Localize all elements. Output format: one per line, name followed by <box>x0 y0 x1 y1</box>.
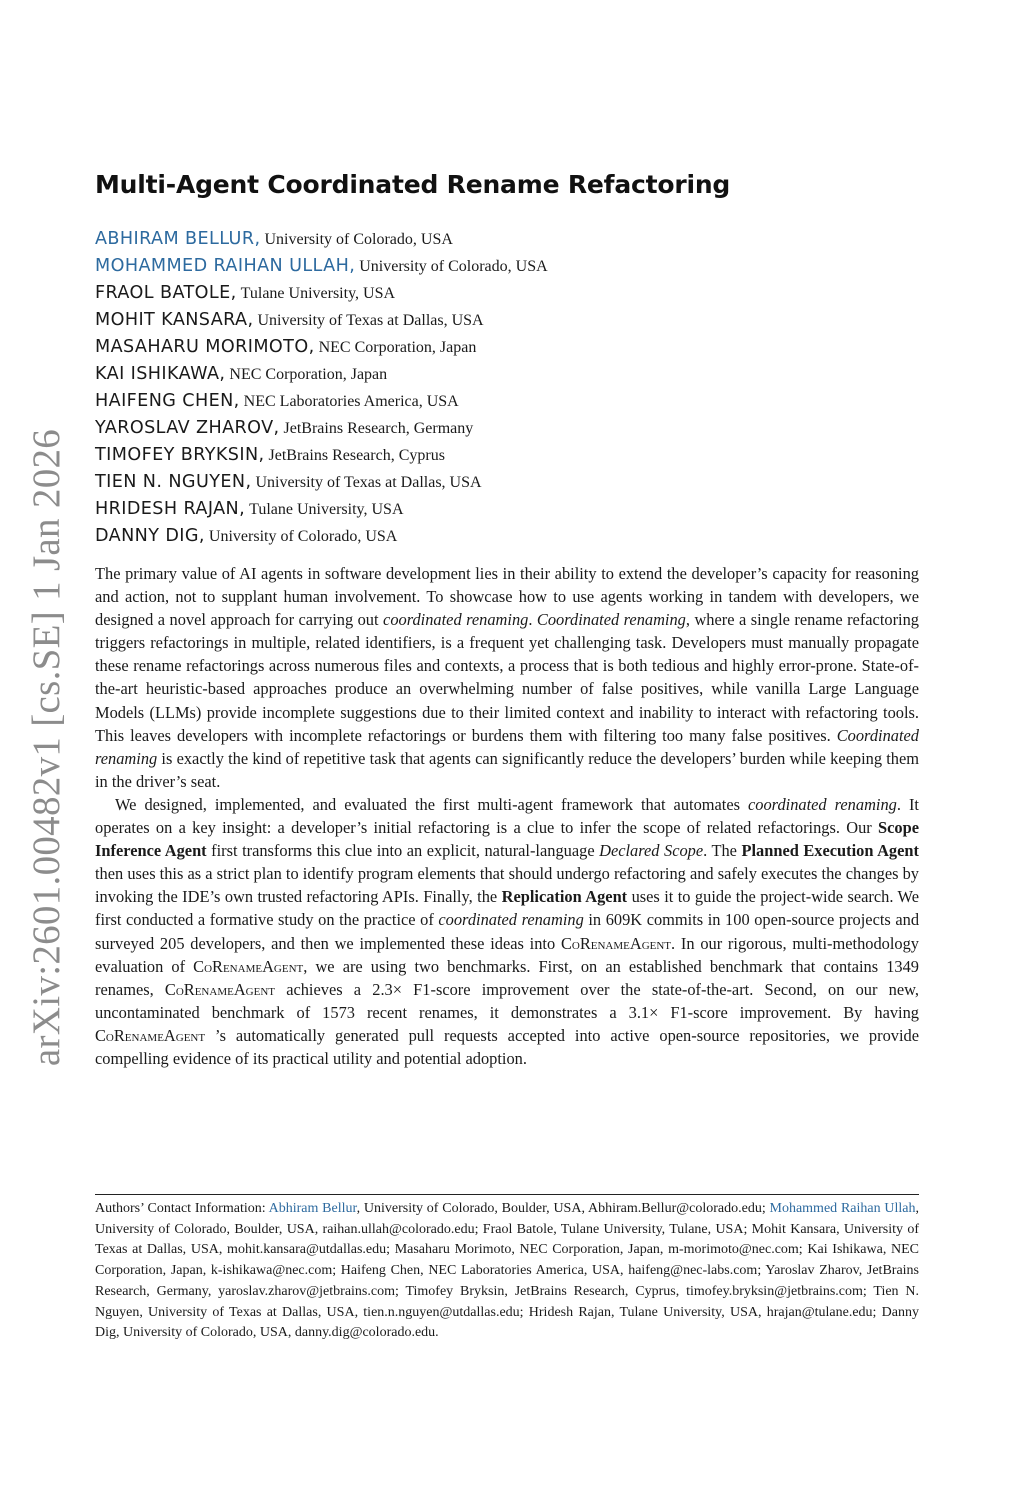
author-entry: FRAOL BATOLE, Tulane University, USA <box>95 283 396 303</box>
author-name: HRIDESH RAJAN <box>95 499 240 519</box>
author-entry: YAROSLAV ZHAROV, JetBrains Research, Germany <box>95 418 474 438</box>
abstract <box>95 562 919 1070</box>
author-name: DANNY DIG <box>95 526 199 546</box>
author-entry: KAI ISHIKAWA, NEC Corporation, Japan <box>95 364 388 384</box>
text-run: Authors’ Contact Information: <box>95 1201 269 1216</box>
tool-name: CoRenameAgent <box>95 1025 206 1045</box>
text-run: is exactly the kind of repetitive task that agents can significantly reduce the developers’ burden while keeping them in the driver’s seat. <box>95 748 919 791</box>
arxiv-identifier-text: arXiv:2601.00482v1 [cs.SE] 1 Jan 2026 <box>25 428 69 1066</box>
tool-name: CoRenameAgent <box>164 979 275 999</box>
author-affiliation: JetBrains Research, Cyprus <box>268 447 445 464</box>
author-link[interactable]: Mohammed Raihan Ullah <box>769 1201 916 1216</box>
author-affiliation: NEC Laboratories America, USA <box>243 393 459 410</box>
author-entry: TIMOFEY BRYKSIN, JetBrains Research, Cyprus <box>95 445 445 465</box>
text-run: . It operates on a key insight: a developer’s initial refactoring is a clue to infer the scope of related refactorings. Our <box>95 794 919 838</box>
text-run: , where a single rename refactoring triggers refactorings in multiple, related identifiers, is a frequent yet challenging task. Developers must manually propagate these rename refactorings across numerous files and contexts, a process that is both tedious and highly error-prone. State-of-the-art heuristic-based approaches produce an overwhelming number of false positives, while vanilla Large Language Models (LLMs) provide incomplete suggestions due to their limited context and inability to interact with refactoring tools. This leaves developers with incomplete refactorings or burdens them with filtering too many false positives. <box>95 610 919 745</box>
text-run: , University of Colorado, Boulder, USA, Abhiram.Bellur@colorado.edu; <box>356 1201 770 1216</box>
author-affiliation: University of Colorado, USA <box>359 258 548 275</box>
authors-contact-information <box>95 1199 919 1344</box>
emphasis-text: coordinated renaming <box>438 910 584 930</box>
agent-name: Replication Agent <box>501 887 628 907</box>
author-name: FRAOL BATOLE <box>95 283 231 303</box>
agent-name: Planned Execution Agent <box>741 841 919 861</box>
abstract-paragraph <box>95 562 919 793</box>
author-name-link[interactable]: ABHIRAM BELLUR <box>95 229 255 249</box>
author-list <box>95 226 548 550</box>
author-affiliation: University of Colorado, USA <box>264 231 453 248</box>
author-name: TIEN N. NGUYEN <box>95 472 246 492</box>
text-run: . <box>528 610 537 630</box>
author-entry: MOHAMMED RAIHAN ULLAH, University of Colorado, USA <box>95 256 548 276</box>
paper-title: Multi-Agent Coordinated Rename Refactoring <box>95 170 731 199</box>
author-name: MOHIT KANSARA <box>95 310 248 330</box>
author-entry: ABHIRAM BELLUR, University of Colorado, USA <box>95 229 453 249</box>
text-run: The primary value of AI agents in software development lies in their ability to extend the developer’s capacity for reasoning and action, not to supplant human involvement. To showcase how to use agents working in tandem with developers, we designed a novel approach for carrying out <box>95 564 919 630</box>
text-run: uses it to guide the project-wide search. We first conducted a formative study on the practice of <box>95 887 919 930</box>
tool-name: CoRenameAgent <box>193 956 304 976</box>
author-affiliation: NEC Corporation, Japan <box>318 339 477 356</box>
agent-name: Scope Inference Agent <box>95 818 919 861</box>
emphasis-text: coordinated renaming <box>748 794 897 814</box>
author-affiliation: University of Texas at Dallas, USA <box>257 312 484 329</box>
text-run: . In our rigorous, multi-methodology evaluation of <box>95 933 919 976</box>
author-name: YAROSLAV ZHAROV <box>95 418 274 438</box>
author-affiliation: NEC Corporation, Japan <box>229 366 388 383</box>
author-affiliation: JetBrains Research, Germany <box>283 420 474 437</box>
author-name: MASAHARU MORIMOTO <box>95 337 309 357</box>
text-run: in 609K commits in 100 open-source projects and surveyed 205 developers, and then we implemented these ideas into <box>95 910 920 953</box>
author-name: HAIFENG CHEN <box>95 391 234 411</box>
author-affiliation: University of Colorado, USA <box>208 528 398 545</box>
arxiv-identifier-stamp <box>22 402 72 1092</box>
author-entry: HRIDESH RAJAN, Tulane University, USA <box>95 499 404 519</box>
author-affiliation: Tulane University, USA <box>249 501 404 518</box>
author-affiliation: Tulane University, USA <box>240 285 396 302</box>
tool-name: CoRenameAgent <box>560 933 672 953</box>
author-entry: HAIFENG CHEN, NEC Laboratories America, USA <box>95 391 459 411</box>
text-run: , University of Colorado, Boulder, USA, raihan.ullah@colorado.edu; Fraol Batole, Tulane University, Tulane, USA; Mohit Kansara, University of Texas at Dallas, USA, mohit.kansara@utdallas.edu; Masaharu Morimoto, NEC Corporation, Japan, m-morimoto@nec.com; Kai Ishikawa, NEC Corporation, Japan, k-ishikawa@nec.com; Haifeng Chen, NEC Laboratories America, USA, haifeng@nec-labs.com; Yaroslav Zharov, JetBrains Research, Germany, yaroslav.zharov@jetbrains.com; Timofey Bryksin, JetBrains Research, Cyprus, timofey.bryksin@jetbrains.com; Tien N. Nguyen, University of Texas at Dallas, USA, tien.n.nguyen@utdallas.edu; Hridesh Rajan, Tulane University, USA, hrajan@tulane.edu; Danny Dig, University of Colorado, USA, danny.dig@colorado.edu. <box>95 1201 919 1341</box>
author-link[interactable]: Abhiram Bellur <box>268 1201 357 1216</box>
text-run: . The <box>703 841 742 861</box>
author-name: TIMOFEY BRYKSIN <box>95 445 259 465</box>
text-run: achieves a 2.3× F1-score improvement over the state-of-the-art. Second, on our new, uncontaminated benchmark of 1573 recent renames, it demonstrates a 3.1× F1-score improvement. By having <box>95 979 919 1022</box>
author-name-link[interactable]: MOHAMMED RAIHAN ULLAH <box>95 256 350 276</box>
author-entry: MASAHARU MORIMOTO, NEC Corporation, Japan <box>95 337 477 357</box>
text-run: , we are using two benchmarks. First, on an established benchmark that contains 1349 renames, <box>95 956 919 999</box>
author-entry: TIEN N. NGUYEN, University of Texas at Dallas, USA <box>95 472 482 492</box>
emphasis-text: coordinated renaming <box>383 610 529 630</box>
author-entry: DANNY DIG, University of Colorado, USA <box>95 526 398 546</box>
footnote-divider <box>95 1194 919 1195</box>
text-run: then uses this as a strict plan to identify program elements that should undergo refactoring and safely executes the changes by invoking the IDE’s own trusted refactoring APIs. Finally, the <box>95 864 919 907</box>
text-run: first transforms this clue into an explicit, natural-language <box>206 841 600 861</box>
author-affiliation: University of Texas at Dallas, USA <box>255 474 482 491</box>
author-name: KAI ISHIKAWA <box>95 364 220 384</box>
emphasis-text: Coordinated renaming <box>95 725 919 768</box>
text-run: We designed, implemented, and evaluated the first multi-agent framework that automates <box>115 794 749 814</box>
abstract-paragraph <box>95 793 919 1070</box>
text-run: ’s automatically generated pull requests accepted into active open-source repositories, we provide compelling evidence of its practical utility and potential adoption. <box>95 1025 919 1068</box>
author-entry: MOHIT KANSARA, University of Texas at Dallas, USA <box>95 310 484 330</box>
emphasis-text: Coordinated renaming <box>536 610 686 630</box>
emphasis-text: Declared Scope <box>599 841 704 861</box>
